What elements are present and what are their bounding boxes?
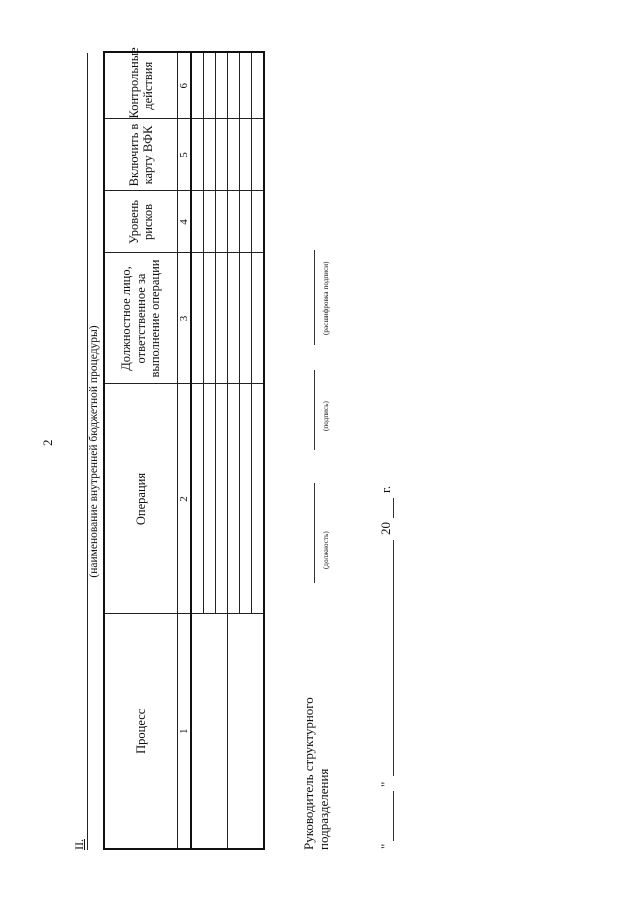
table-cell — [240, 119, 252, 191]
table-cell — [216, 253, 228, 384]
head-of-unit-label-line2: подразделения — [316, 768, 332, 850]
position-line — [314, 483, 315, 583]
table-cell — [191, 614, 228, 849]
table-cell — [228, 191, 240, 253]
section-label: II. — [72, 839, 86, 850]
table-cell — [204, 119, 216, 191]
table-cell — [191, 119, 204, 191]
table-cell — [204, 191, 216, 253]
table-cell — [240, 253, 252, 384]
table-cell — [204, 384, 216, 614]
table-cell — [191, 253, 204, 384]
table-cell — [191, 384, 204, 614]
table-cell — [216, 384, 228, 614]
column-number: 4 — [178, 191, 192, 253]
table-cell — [204, 253, 216, 384]
table-cell — [240, 52, 252, 119]
signature-decoding-line — [314, 250, 315, 345]
procedure-name-caption: (наименование внутренней бюджетной процедуры) — [88, 325, 100, 578]
column-header-control-actions: Контрольные действия — [104, 52, 178, 119]
head-of-unit-label — [301, 697, 332, 850]
column-header-responsible-official: Должностное лицо, ответственное за выполнение операции — [104, 253, 178, 384]
table-row — [191, 52, 204, 849]
column-header-risk-level: Уровень рисков — [104, 191, 178, 253]
table-cell — [216, 191, 228, 253]
table-cell — [191, 52, 204, 119]
head-of-unit-label-line1: Руководитель структурного — [301, 697, 316, 850]
column-header-operation: Операция — [104, 384, 178, 614]
table-cell — [228, 614, 265, 849]
column-number-row — [178, 52, 192, 849]
signature-caption: (подпись) — [322, 401, 330, 431]
date-open-quote: " — [378, 843, 393, 849]
table-row — [228, 52, 240, 849]
column-header-include-in-map: Включить в карту ВФК — [104, 119, 178, 191]
table-cell — [228, 384, 240, 614]
table-cell — [252, 384, 265, 614]
column-number: 2 — [178, 384, 192, 614]
date-year-prefix: 20 — [378, 522, 393, 535]
table-cell — [191, 191, 204, 253]
date-close-quote: " — [378, 781, 393, 787]
table-cell — [204, 52, 216, 119]
column-number: 1 — [178, 614, 192, 849]
column-number: 3 — [178, 253, 192, 384]
table-cell — [252, 253, 265, 384]
procedure-table — [103, 47, 265, 850]
table-cell — [240, 191, 252, 253]
table-cell — [252, 119, 265, 191]
column-number: 5 — [178, 119, 192, 191]
table-cell — [228, 119, 240, 191]
date-day-line — [393, 791, 394, 841]
date-year-line — [393, 498, 394, 518]
date-month-line — [393, 540, 394, 776]
table-header-row — [104, 52, 178, 849]
table-cell — [228, 52, 240, 119]
table-cell — [228, 253, 240, 384]
column-number: 6 — [178, 52, 192, 119]
table-cell — [252, 52, 265, 119]
page-number: 2 — [40, 439, 55, 446]
signature-line — [314, 370, 315, 450]
date-year-suffix: г. — [378, 485, 393, 493]
table-cell — [216, 52, 228, 119]
table-cell — [252, 191, 265, 253]
table-cell — [240, 384, 252, 614]
table-cell — [216, 119, 228, 191]
column-header-process: Процесс — [104, 614, 178, 849]
signature-decoding-caption: (расшифровка подписи) — [322, 261, 330, 335]
position-caption: (должность) — [322, 531, 330, 569]
